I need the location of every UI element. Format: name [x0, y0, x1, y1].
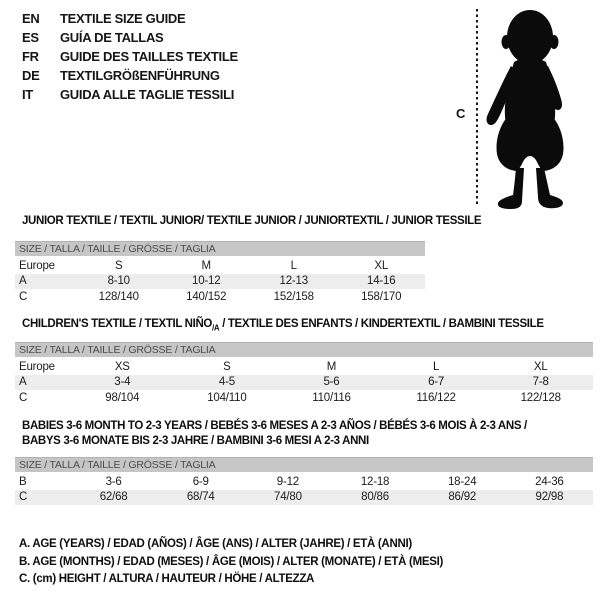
table-row — [15, 473, 593, 490]
lang-row-de — [22, 66, 238, 85]
row-label: C — [19, 391, 28, 404]
size-cell: S — [223, 360, 231, 373]
language-list — [22, 9, 238, 104]
size-cell: M — [326, 360, 337, 373]
legend-line-b: B. AGE (MONTHS) / EDAD (MESES) / ÂGE (MOIS) / ALTER (MONATE) / ETÀ (MESI) — [19, 555, 444, 568]
size-cell: 68/74 — [186, 491, 215, 504]
size-header-row — [15, 343, 593, 359]
size-cell: 128/140 — [98, 290, 139, 303]
size-cell: L — [432, 360, 440, 373]
legend-line-a: A. AGE (YEARS) / EDAD (AÑOS) / ÂGE (ANS) / ALTER (JAHRE) / ETÀ (ANNI) — [19, 538, 412, 550]
size-header-row — [15, 242, 425, 258]
size-cell: 6-9 — [192, 475, 209, 488]
children-title-post: / TEXTILE DES ENFANTS / KINDERTEXTIL / BAMBINI TESSILE — [219, 318, 544, 330]
size-cell: 86/92 — [448, 491, 477, 504]
size-cell: 5-6 — [323, 376, 340, 389]
junior-table-title: JUNIOR TEXTILE / TEXTIL JUNIOR/ TEXTILE JUNIOR / JUNIORTEXTIL / JUNIOR TESSILE — [22, 215, 482, 227]
size-cell: 104/110 — [207, 391, 247, 404]
size-cell: 10-12 — [192, 275, 221, 288]
size-cell: 110/116 — [312, 391, 351, 404]
babies-title-line1: BABIES 3-6 MONTH TO 2-3 YEARS / BEBÉS 3-6 MESES A 2-3 AÑOS / BÉBÉS 3-6 MOIS À 2-3 ANS / — [22, 420, 527, 432]
size-cell: 12-13 — [279, 275, 308, 288]
size-cell: 3-6 — [105, 475, 122, 488]
table-row — [15, 358, 593, 375]
lang-title: GUÍA DE TALLAS — [60, 30, 164, 45]
size-cell: M — [201, 259, 211, 272]
size-cell: XS — [114, 360, 130, 373]
size-cell: 18-24 — [447, 475, 477, 488]
children-title-pre: CHILDREN'S TEXTILE / TEXTIL NIÑO — [22, 318, 213, 330]
size-cell: 7-8 — [532, 376, 549, 389]
size-cell: 14-16 — [367, 275, 396, 288]
lang-title: GUIDE DES TAILLES TEXTILE — [60, 49, 238, 64]
size-cell: 116/122 — [416, 391, 456, 404]
size-cell: S — [115, 259, 123, 272]
baby-silhouette-icon — [478, 4, 573, 209]
size-header-row — [15, 458, 593, 474]
size-cell: 3-4 — [114, 376, 131, 389]
size-cell: 12-18 — [360, 475, 390, 488]
size-header: SIZE / TALLA / TAILLE / GRÖSSE / TAGLIA — [15, 343, 593, 359]
row-label: Europe — [19, 360, 55, 373]
row-label: A — [19, 376, 27, 389]
row-label: C — [19, 491, 28, 504]
size-cell: 140/152 — [186, 290, 227, 303]
size-cell: 122/128 — [520, 391, 561, 404]
lang-code: EN — [22, 11, 40, 26]
size-cell: 80/86 — [361, 491, 389, 504]
size-cell: L — [290, 259, 297, 272]
babies-textile-table — [15, 457, 593, 505]
lang-title: TEXTILGRÖßENFÜHRUNG — [60, 68, 220, 83]
table-row — [15, 490, 593, 506]
children-textile-table — [15, 342, 593, 406]
size-cell: XL — [374, 259, 389, 272]
size-cell: 92/98 — [535, 491, 564, 504]
junior-textile-table — [15, 241, 425, 305]
babies-table-title — [22, 419, 527, 449]
size-cell: 24-36 — [535, 475, 564, 488]
lang-code: DE — [22, 68, 40, 83]
lang-code: ES — [22, 30, 39, 45]
size-header: SIZE / TALLA / TAILLE / GRÖSSE / TAGLIA — [15, 242, 425, 258]
row-label: Europe — [19, 259, 55, 272]
size-cell: 152/158 — [273, 290, 314, 303]
lang-row-fr — [22, 47, 238, 66]
row-label: C — [19, 290, 28, 303]
row-label: B — [19, 475, 27, 488]
lang-title: TEXTILE SIZE GUIDE — [60, 11, 186, 26]
row-label: A — [19, 275, 27, 288]
size-header: SIZE / TALLA / TAILLE / GRÖSSE / TAGLIA — [15, 458, 593, 474]
legend-line-c: C. (cm) HEIGHT / ALTURA / HAUTEUR / HÖHE / ALTEZZA — [19, 573, 315, 585]
size-cell: 74/80 — [274, 491, 302, 504]
size-cell: XL — [533, 360, 548, 373]
legend — [19, 536, 443, 589]
lang-row-en — [22, 9, 238, 28]
size-cell: 4-5 — [218, 376, 235, 389]
table-row — [15, 375, 593, 391]
size-cell: 98/104 — [105, 391, 140, 404]
lang-row-it — [22, 85, 238, 104]
size-cell: 62/68 — [99, 491, 128, 504]
size-cell: 6-7 — [428, 376, 445, 389]
children-table-title — [22, 318, 544, 332]
table-row — [15, 274, 425, 290]
children-title-sub: /A — [212, 323, 220, 333]
table-row — [15, 390, 593, 406]
size-cell: 8-10 — [107, 275, 130, 288]
table-row — [15, 289, 425, 305]
lang-code: IT — [22, 87, 33, 102]
height-label: C — [456, 106, 466, 121]
lang-row-es — [22, 28, 238, 47]
babies-title-line2: BABYS 3-6 MONATE BIS 2-3 JAHRE / BAMBINI 3-6 MESI A 2-3 ANNI — [22, 435, 369, 447]
size-cell: 9-12 — [276, 475, 299, 488]
table-row — [15, 257, 425, 274]
size-cell: 158/170 — [361, 290, 402, 303]
lang-code: FR — [22, 49, 39, 64]
lang-title: GUIDA ALLE TAGLIE TESSILI — [60, 87, 235, 102]
